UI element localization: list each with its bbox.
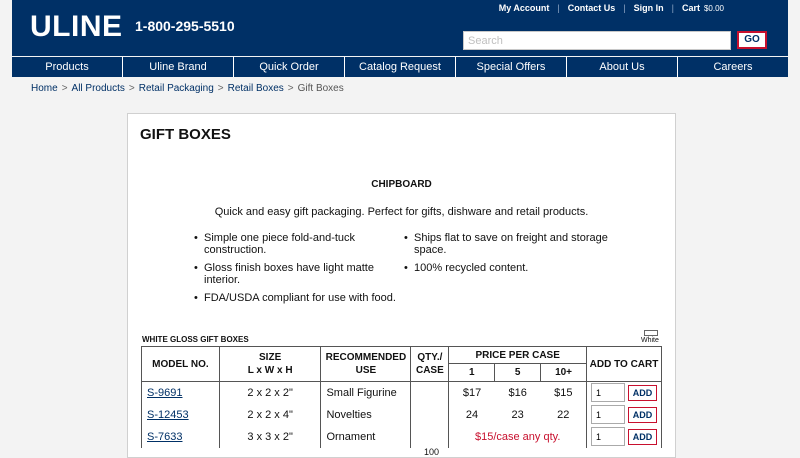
add-button[interactable]: ADD bbox=[628, 385, 657, 401]
breadcrumb-retail-boxes[interactable]: Retail Boxes bbox=[227, 83, 284, 94]
uline-logo[interactable]: ULINE bbox=[30, 10, 123, 43]
price-1: $17 bbox=[449, 382, 495, 404]
product-table bbox=[141, 346, 662, 448]
table-row bbox=[142, 426, 662, 448]
header-price: PRICE PER CASE bbox=[449, 347, 587, 364]
feature-item: • FDA/USDA compliant for use with food. bbox=[194, 292, 399, 304]
quantity-input[interactable] bbox=[591, 427, 625, 446]
sign-in-link[interactable]: Sign In bbox=[633, 3, 664, 13]
table-row bbox=[142, 382, 662, 404]
header-tier-1: 1 bbox=[449, 364, 495, 382]
divider: | bbox=[557, 3, 560, 13]
feature-item: • 100% recycled content. bbox=[404, 262, 629, 274]
nav-uline-brand[interactable]: Uline Brand bbox=[123, 57, 234, 77]
header-model: MODEL NO. bbox=[142, 347, 220, 382]
product-panel bbox=[127, 113, 676, 458]
size-cell: 3 x 3 x 2" bbox=[219, 426, 321, 448]
nav-quick-order[interactable]: Quick Order bbox=[234, 57, 345, 77]
price-10: $15 bbox=[541, 382, 587, 404]
breadcrumb-separator: > bbox=[287, 83, 294, 94]
quantity-input[interactable] bbox=[591, 405, 625, 424]
header-size bbox=[219, 347, 321, 382]
header-cart: ADD TO CART bbox=[586, 347, 661, 382]
divider: | bbox=[671, 3, 674, 13]
price-10: 22 bbox=[541, 404, 587, 426]
breadcrumb-separator: > bbox=[128, 83, 135, 94]
header-size-dims: L x W x H bbox=[247, 365, 293, 376]
section-heading: CHIPBOARD bbox=[371, 179, 432, 190]
breadcrumb-separator: > bbox=[217, 83, 224, 94]
feature-list-right bbox=[404, 232, 629, 280]
qty-per-case: 100 bbox=[424, 447, 440, 457]
nav-careers[interactable]: Careers bbox=[713, 61, 753, 73]
header-size-label: SIZE bbox=[259, 352, 282, 363]
nav-catalog-request[interactable]: Catalog Request bbox=[345, 57, 456, 77]
header-use: RECOMMENDED USE bbox=[321, 347, 411, 382]
breadcrumb-separator: > bbox=[61, 83, 68, 94]
breadcrumb-retail-packaging[interactable]: Retail Packaging bbox=[138, 83, 214, 94]
add-button[interactable]: ADD bbox=[628, 429, 657, 445]
site-header bbox=[12, 0, 788, 56]
size-cell: 2 x 2 x 4" bbox=[219, 404, 321, 426]
use-cell: Ornament bbox=[321, 426, 411, 448]
header-tier-5: 5 bbox=[495, 364, 541, 382]
breadcrumb-all-products[interactable]: All Products bbox=[71, 83, 125, 94]
add-button[interactable]: ADD bbox=[628, 407, 657, 423]
size-cell: 2 x 2 x 2" bbox=[219, 382, 321, 404]
header-qty: QTY./ CASE bbox=[411, 347, 449, 382]
swatch-label: White bbox=[641, 337, 659, 344]
utility-links bbox=[491, 3, 732, 13]
breadcrumb-home[interactable]: Home bbox=[31, 83, 58, 94]
use-cell: Novelties bbox=[321, 404, 411, 426]
model-link[interactable]: S-7633 bbox=[147, 430, 183, 443]
color-swatch bbox=[644, 330, 658, 336]
nav-about-us[interactable]: About Us bbox=[567, 57, 678, 77]
product-description: Quick and easy gift packaging. Perfect for gifts, dishware and retail products. bbox=[214, 206, 589, 218]
cart-link[interactable] bbox=[671, 3, 732, 13]
add-to-cart bbox=[587, 427, 661, 446]
page-title: GIFT BOXES bbox=[140, 126, 231, 143]
my-account-link[interactable]: My Account bbox=[498, 3, 550, 13]
price-5: 23 bbox=[511, 408, 524, 421]
price-1: 24 bbox=[449, 404, 495, 426]
feature-item: • Gloss finish boxes have light matte interior. bbox=[194, 262, 399, 286]
breadcrumb bbox=[31, 83, 344, 94]
feature-list-left bbox=[194, 232, 399, 310]
model-link[interactable]: S-12453 bbox=[147, 408, 189, 421]
feature-item: • Ships flat to save on freight and storage space. bbox=[404, 232, 629, 256]
cart-total: $0.00 bbox=[703, 4, 724, 13]
cart-label: Cart bbox=[681, 3, 700, 13]
qty-cell bbox=[411, 382, 449, 448]
price-5: $16 bbox=[508, 386, 527, 399]
nav-special-offers[interactable]: Special Offers bbox=[456, 57, 567, 77]
search-input[interactable] bbox=[463, 31, 731, 50]
quantity-input[interactable] bbox=[591, 383, 625, 402]
header-tier-10: 10+ bbox=[541, 364, 587, 382]
use-cell: Small Figurine bbox=[321, 382, 411, 404]
model-link[interactable]: S-9691 bbox=[147, 386, 183, 399]
table-caption: WHITE GLOSS GIFT BOXES bbox=[142, 335, 249, 344]
main-nav bbox=[12, 57, 788, 77]
add-to-cart bbox=[587, 383, 661, 402]
contact-us-link[interactable]: Contact Us bbox=[567, 3, 616, 13]
table-row bbox=[142, 404, 662, 426]
search-go-button[interactable]: GO bbox=[737, 31, 767, 49]
special-price: $15/case any qty. bbox=[449, 426, 587, 448]
nav-products[interactable]: Products bbox=[12, 57, 123, 77]
feature-item: • Simple one piece fold-and-tuck construction. bbox=[194, 232, 399, 256]
phone-number: 1-800-295-5510 bbox=[135, 18, 235, 34]
breadcrumb-current: Gift Boxes bbox=[297, 83, 344, 94]
divider: | bbox=[623, 3, 626, 13]
add-to-cart bbox=[587, 405, 661, 424]
